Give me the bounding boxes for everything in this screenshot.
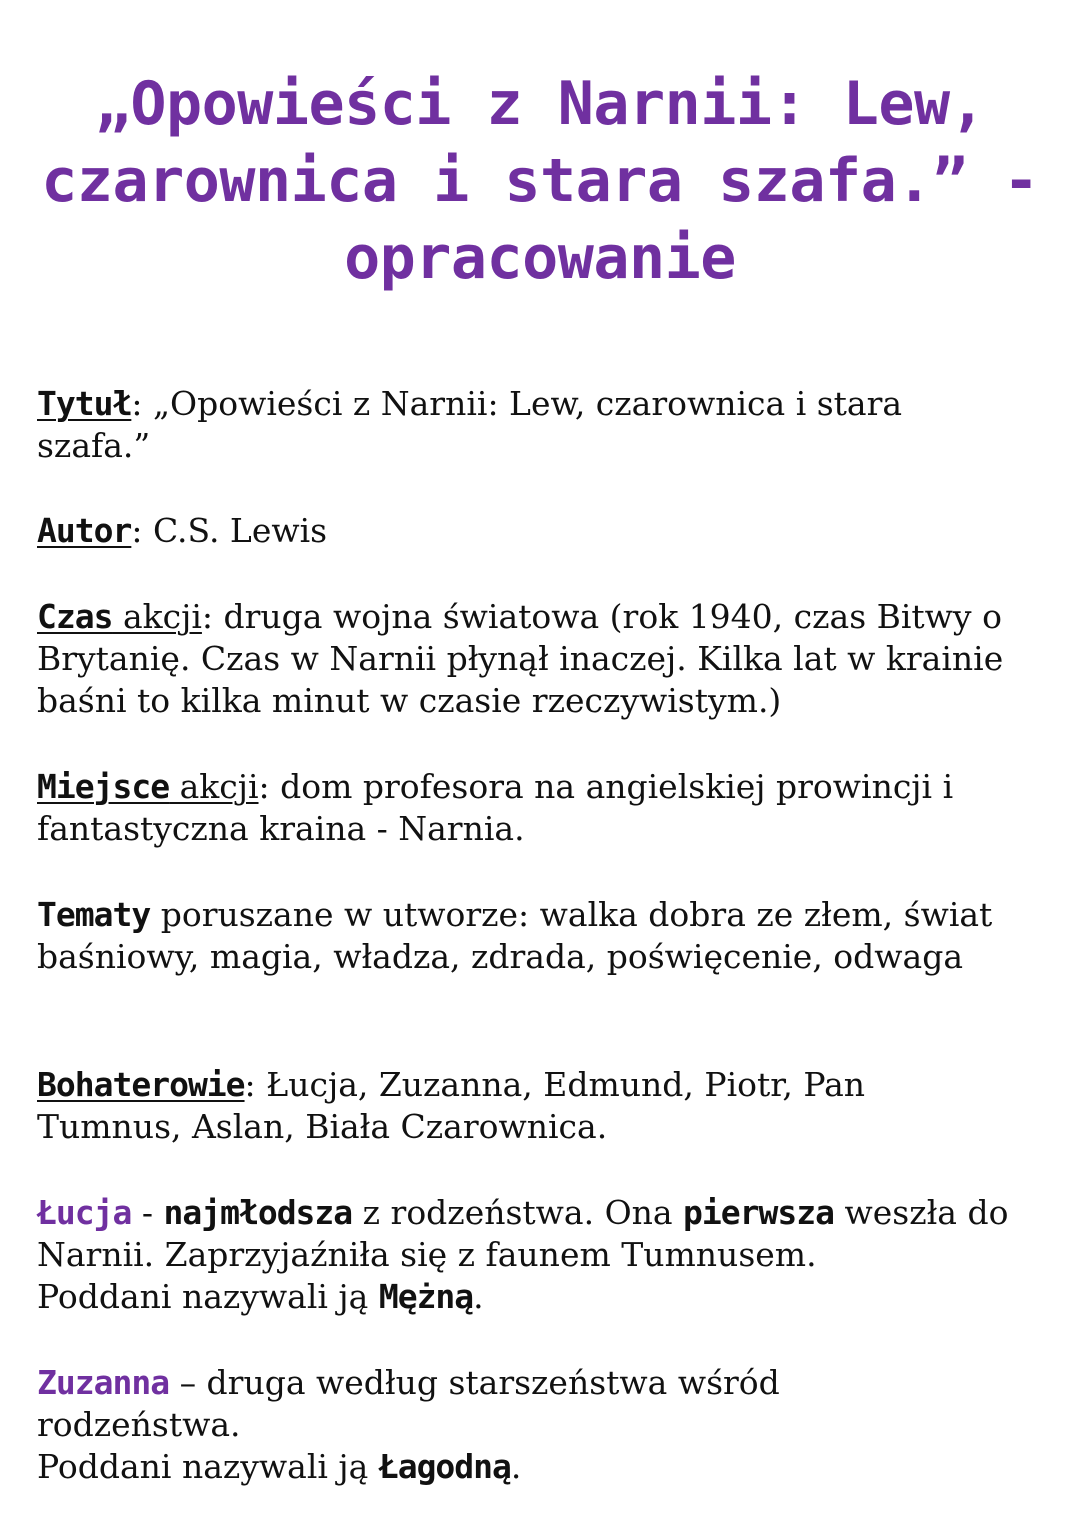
section-tytul: [37, 383, 967, 467]
tematy-label: Tematy: [37, 895, 151, 934]
zuzanna-text1: – druga według starszeństwa wśród rodzeństwa.: [37, 1363, 780, 1444]
zuzanna-line3-end: .: [510, 1447, 522, 1486]
bohaterowie-sep: :: [244, 1065, 267, 1104]
tytul-label: Tytuł: [37, 384, 132, 423]
tematy-value: poruszane w utworze: walka dobra ze złem, świat baśniowy, magia, władza, zdrada, poświęcenie, odwaga: [37, 895, 993, 976]
czas-sep: :: [201, 597, 224, 636]
section-bohaterowie: [37, 1064, 977, 1148]
zuzanna-nickname: Łagodną: [378, 1447, 511, 1486]
section-autor: [37, 510, 1057, 552]
autor-value: C.S. Lewis: [152, 511, 328, 550]
tytul-value: „Opowieści z Narnii: Lew, czarownica i stara szafa.”: [37, 384, 903, 465]
autor-label: Autor: [37, 511, 132, 550]
title-line-2: czarownica i stara szafa.” -: [41, 146, 1039, 216]
zuzanna-paragraph: [37, 1362, 857, 1446]
bohaterowie-value: Łucja, Zuzanna, Edmund, Piotr, Pan Tumnus, Aslan, Biała Czarownica.: [37, 1065, 866, 1146]
section-tematy: [37, 894, 997, 978]
section-miejsce-akcji: [37, 766, 1027, 850]
lucja-bold-najmlodsza: najmłodsza: [163, 1193, 353, 1232]
lucja-text1: z rodzeństwa. Ona: [352, 1193, 684, 1232]
title-line-1: „Opowieści z Narnii: Lew,: [94, 69, 986, 139]
zuzanna-name: Zuzanna: [37, 1363, 170, 1402]
miejsce-sep: :: [258, 767, 281, 806]
bohaterowie-label: Bohaterowie: [37, 1065, 245, 1104]
lucja-nickname: Mężną: [378, 1277, 474, 1316]
miejsce-label: [37, 767, 259, 806]
czas-label: [37, 597, 202, 636]
lucja-bold-pierwsza: pierwsza: [683, 1193, 834, 1232]
title-line-3: opracowanie: [344, 223, 736, 293]
lucja-line3-end: .: [473, 1277, 484, 1316]
lucja-dash: -: [131, 1193, 164, 1232]
section-lucja: [37, 1192, 1067, 1318]
tytul-sep: :: [131, 384, 153, 423]
page-title: [40, 66, 1040, 297]
lucja-text2: weszła do Narnii. Zaprzyjaźniła się z faunem Tumnusem.: [37, 1193, 1009, 1274]
section-zuzanna: [37, 1362, 857, 1488]
czas-label-rest: akcji: [112, 597, 202, 636]
miejsce-label-rest: akcji: [169, 767, 259, 806]
lucja-line3-text: Poddani nazywali ją: [37, 1277, 379, 1316]
miejsce-label-bold: Miejsce: [37, 767, 170, 806]
lucja-name: Łucja: [37, 1193, 132, 1232]
autor-sep: :: [131, 511, 153, 550]
miejsce-value: dom profesora na angielskiej prowincji i fantastyczna kraina - Narnia.: [37, 767, 954, 848]
lucja-nickname-line: [37, 1276, 1067, 1318]
zuzanna-line3-text: Poddani nazywali ją: [37, 1447, 379, 1486]
czas-value: druga wojna światowa (rok 1940, czas Bitwy o Brytanię. Czas w Narnii płynął inaczej. Kilka lat w krainie baśni to kilka minut w czasie rzeczywistym.): [37, 597, 1004, 720]
czas-label-bold: Czas: [37, 597, 113, 636]
section-czas-akcji: [37, 596, 1047, 722]
zuzanna-nickname-line: [37, 1446, 857, 1488]
lucja-paragraph: [37, 1192, 1067, 1276]
